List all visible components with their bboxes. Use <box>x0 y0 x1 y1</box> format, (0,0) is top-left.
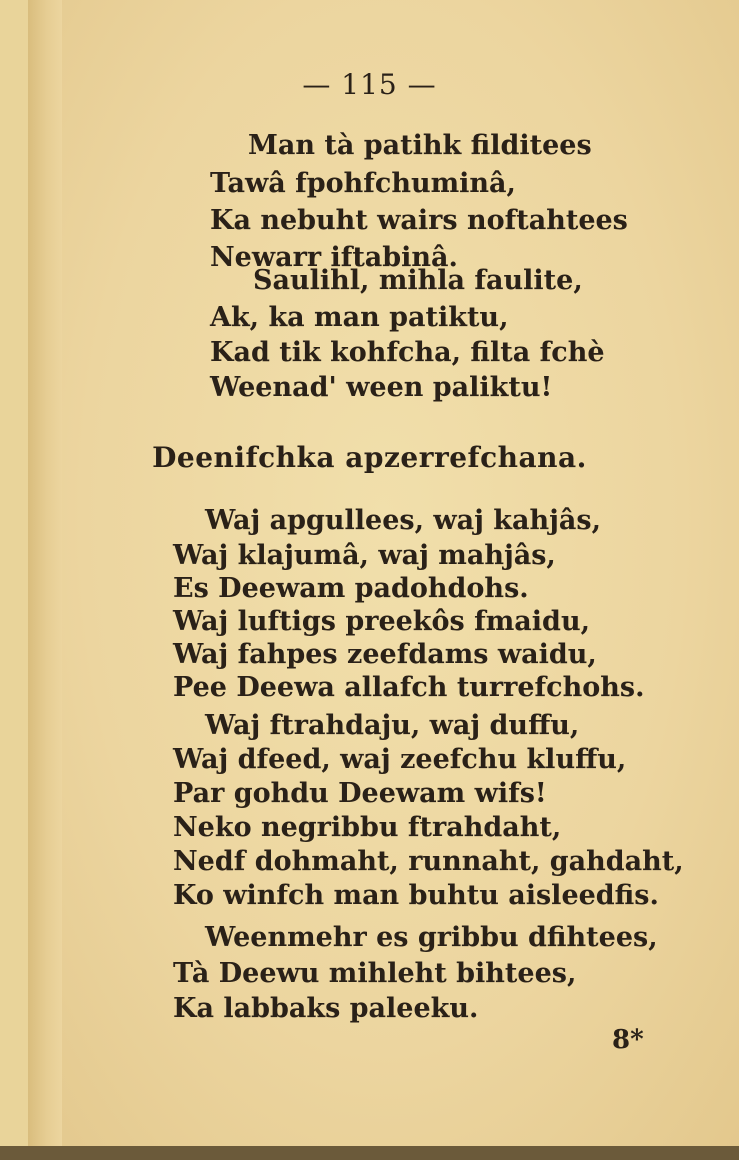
verse-line: Tawâ fpohfchuminâ, <box>210 168 516 199</box>
verse-line: Newarr iftabinâ. <box>210 242 458 273</box>
verse-line: Weenmehr es gribbu dfihtees, <box>205 922 658 953</box>
verse-line: Waj dfeed, waj zeefchu kluffu, <box>173 744 627 775</box>
verse-line: Kad tik kohfcha, filta fchè <box>210 337 605 368</box>
verse-line: Neko negribbu ftrahdaht, <box>173 812 562 843</box>
verse-line: Par gohdu Deewam wifs! <box>173 778 547 809</box>
signature-mark: 8* <box>612 1025 644 1055</box>
verse-line: Ka labbaks paleeku. <box>173 993 479 1024</box>
page-number-header: — 115 — <box>302 68 437 101</box>
verse-line: Saulihl, mihla faulite, <box>253 265 583 296</box>
verse-line: Man tà patihk filditees <box>248 130 592 161</box>
verse-line: Ak, ka man patiktu, <box>210 302 509 333</box>
verse-line: Waj luftigs preekôs fmaidu, <box>173 606 590 637</box>
verse-line: Nedf dohmaht, runnaht, gahdaht, <box>173 846 684 877</box>
verse-line: Ka nebuht wairs noftahtees <box>210 205 628 236</box>
verse-line: Pee Deewa allafch turrefchohs. <box>173 672 645 703</box>
verse-line: Ko winfch man buhtu aisleedfis. <box>173 880 659 911</box>
verse-line: Es Deewam padohdohs. <box>173 573 529 604</box>
verse-line: Weenad' ween paliktu! <box>210 372 553 403</box>
verse-line: Waj klajumâ, waj mahjâs, <box>173 540 556 571</box>
poem-title: Deenifchka apzerrefchana. <box>152 441 587 474</box>
verse-line: Waj ftrahdaju, waj duffu, <box>205 710 580 741</box>
verse-line: Waj fahpes zeefdams waidu, <box>173 639 597 670</box>
page-bottom-edge <box>0 1146 739 1160</box>
page-gutter <box>28 0 62 1148</box>
verse-line: Waj apgullees, waj kahjâs, <box>205 505 601 536</box>
verse-line: Tà Deewu mihleht bihtees, <box>173 958 577 989</box>
